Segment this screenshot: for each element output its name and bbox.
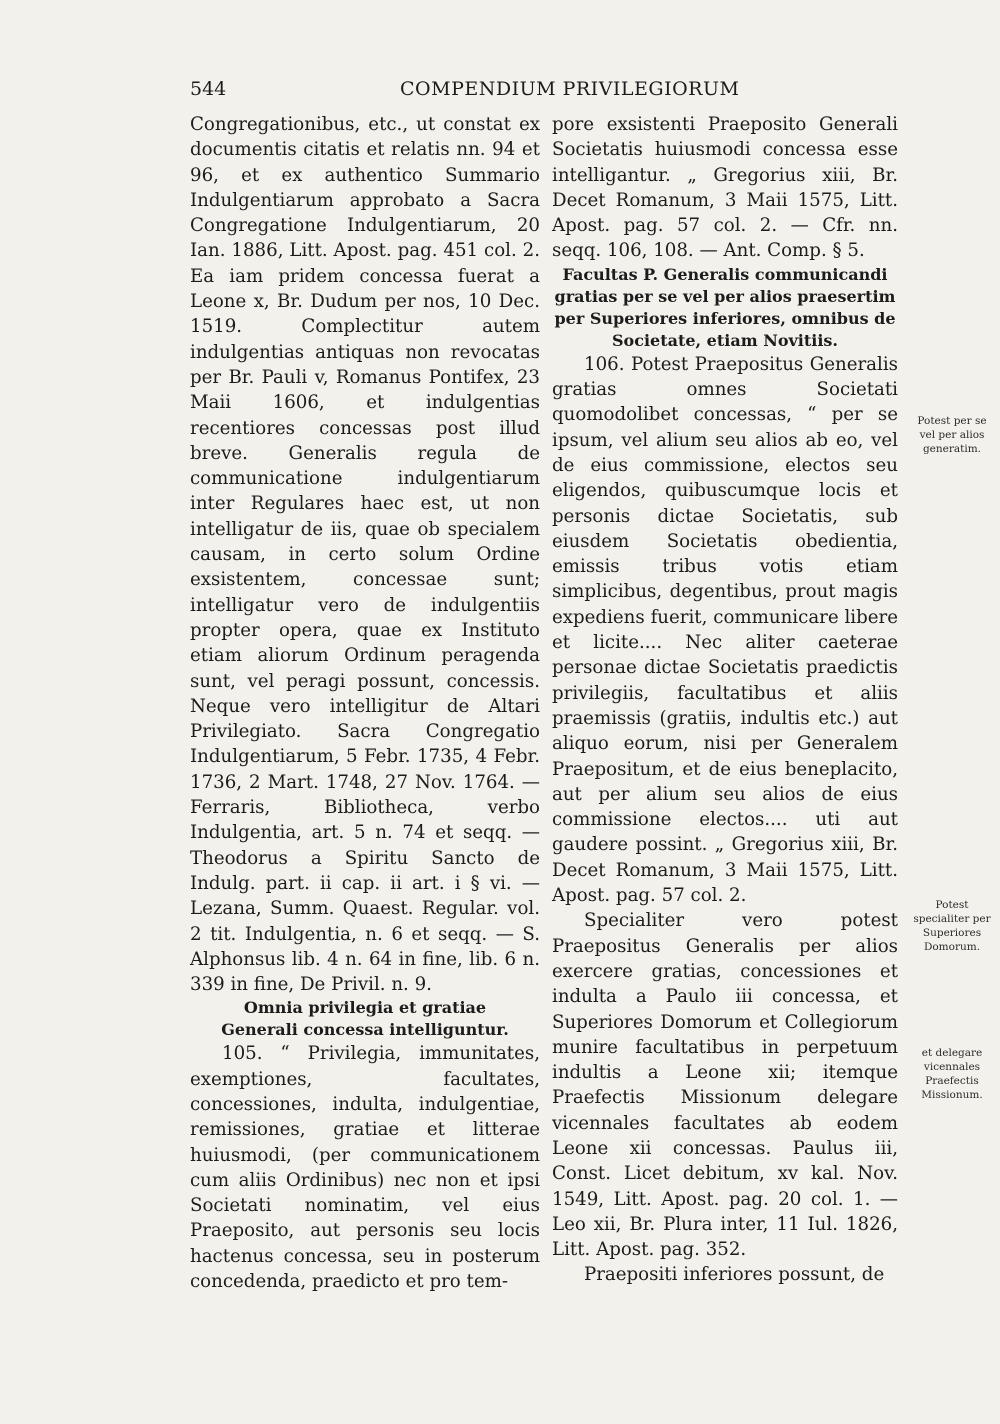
right-paragraph-1: pore exsistenti Praeposito Generali Societatis huiusmodi concessa esse intelligantur. „ Gregorius xiii, Br. Decet Romanum, 3 Maii 1575, Litt. Apost. pag. 57 col. 2. — Cfr. nn. seqq. 106, 108. — Ant. Comp. § 5.	[552, 114, 898, 262]
page-number: 544	[190, 78, 227, 100]
paragraph-105: 105. “ Privilegia, immunitates, exemptiones, facultates, concessiones, indulta, indulgentiae, remissiones, gratiae et litterae huiusmodi, (per communicationem cum aliis Ordinibus) nec non et ipsi Societati nominatim, vel eius Praeposito, aut personis seu locis hactenus concessa, seu in posterum concedenda, praedicto et pro tem-	[190, 1043, 540, 1293]
left-column	[190, 112, 540, 1294]
running-title: COMPENDIUM PRIVILEGIORUM	[400, 78, 740, 100]
running-head	[190, 78, 896, 108]
paragraph-praepositi-inferiores: Praepositi inferiores possunt, de	[584, 1264, 885, 1286]
section-heading-105: Omnia privilegia et gratiae Generali concessa intelliguntur.	[221, 998, 509, 1040]
margin-note-1: Potest per se vel per alios generatim.	[917, 415, 987, 455]
margin-note-2: Potest specialiter per Superiores Domorum.	[913, 899, 991, 953]
left-paragraph-1: Congregationibus, etc., ut constat ex documentis citatis et relatis nn. 94 et 96, et ex authentico Summario Indulgentiarum approbato a Sacra Congregatione Indulgentiarum, 20 Ian. 1886, Litt. Apost. pag. 451 col. 2. Ea iam pridem concessa fuerat a Leone x, Br. Dudum per nos, 10 Dec. 1519. Complectitur autem indulgentias antiquas non revocatas per Br. Pauli v, Romanus Pontifex, 23 Maii 1606, et indulgentias recentiores concessas post illud breve. Generalis regula de communicatione indulgentiarum inter Regulares haec est, ut non intelligatur de iis, quae ob specialem causam, in certo solum Ordine exsistentem, concessae sunt; intelligatur vero de indulgentiis propter opera, quae ex Instituto etiam aliorum Ordinum peragenda sunt, vel peragi possunt, concessis. Neque vero intelligitur de Altari Privilegiato. Sacra Congregatio Indulgentiarum, 5 Febr. 1735, 4 Febr. 1736, 2 Mart. 1748, 27 Nov. 1764. — Ferraris, Bibliotheca, verbo Indulgentia, art. 5 n. 74 et seqq. — Theodorus a Spiritu Sancto de Indulg. part. ii cap. ii art. i § vi. — Lezana, Summ. Quaest. Regular. vol. 2 tit. Indulgentia, n. 6 et seqq. — S. Alphonsus lib. 4 n. 64 in fine, lib. 6 n. 339 in fine, De Privil. n. 9.	[190, 114, 540, 996]
margin-note-3: et delegare vicennales Praefectis Missionum.	[921, 1047, 983, 1101]
section-heading-106: Facultas P. Generalis communicandi gratias per se vel per alios praesertim per Superiores inferiores, omnibus de Societate, etiam Novitiis.	[554, 264, 896, 350]
paragraph-106-specialiter: Specialiter vero potest Praepositus Generalis per alios exercere gratias, concessiones et indulta a Paulo iii concessa, et Superiores Domorum et Collegiorum munire facultatibus in perpetuum indultis a Leone xii; itemque Praefectis Missionum delegare vicennales facultates ab eodem Leone xii concessas. Paulus iii, Const. Licet debitum, xv kal. Nov. 1549, Litt. Apost. pag. 20 col. 1. — Leo xii, Br. Plura inter, 11 Iul. 1826, Litt. Apost. pag. 352.	[552, 910, 898, 1261]
right-column	[552, 112, 898, 1288]
paragraph-106: 106. Potest Praepositus Generalis gratias omnes Societati quomodolibet concessas, “ per se ipsum, vel alium seu alios ab eo, vel de eius commissione, electos seu eligendos, quibuscumque locis et personis dictae Societatis, sub eiusdem Societatis obedientia, emissis tribus votis etiam simplicibus, degentibus, prout magis expediens fuerit, communicare libere et licite.... Nec aliter caeterae personae dictae Societatis praedictis privilegiis, facultatibus et aliis praemissis (gratiis, indultis etc.) aut aliquo eorum, nisi per Generalem Praepositum, et de eius beneplacito, aut per alium seu alios de eius commissione electos.... uti aut gaudere possint. „ Gregorius xiii, Br. Decet Romanum, 3 Maii 1575, Litt. Apost. pag. 57 col. 2.	[552, 353, 898, 907]
